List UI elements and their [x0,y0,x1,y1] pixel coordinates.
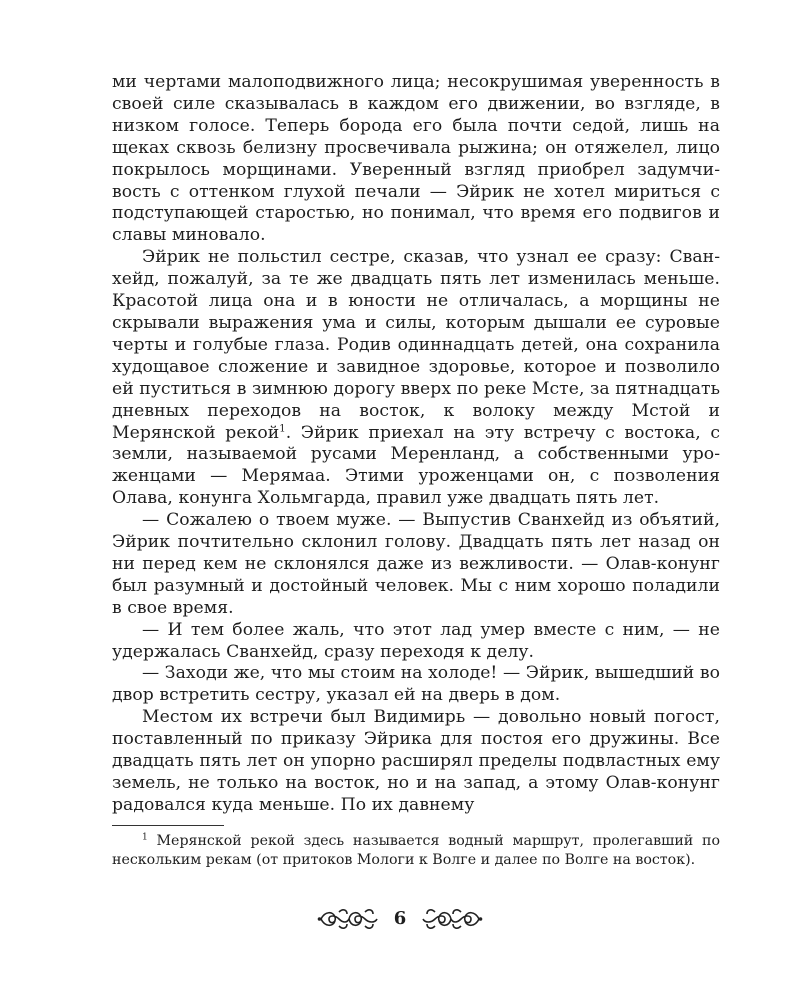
paragraph-3: — Сожалею о твоем муже. — Выпустив Сванхейд из объятий, Эйрик почтительно склонил голову. Двадцать пять лет назад он ни перед кем не склонялся даже из вежливости. — Олав-конунг был разумный и достойный человек. Мы с ним хорошо поладили в свое время. [112,510,720,618]
page-folio [0,906,800,932]
paragraph-2-text-b: . Эйрик приехал на эту встречу с востока, с земли, называемой русами Меренланд, а собственными уроженцами — Мерямаа. Этими уроженцами он, с позволения Олава, конунга Хольмгарда, правил уже двадцать пять лет. [112,422,720,509]
page-number: 6 [393,908,407,929]
footnote-text: Мерянской рекой здесь называется водный маршрут, пролегавший по нескольким рекам (от притоков Мологи к Волге и далее по Волге на восток). [112,833,721,869]
footnote-divider [112,825,224,826]
main-text [112,72,720,817]
paragraph-6: Местом их встречи был Видимирь — довольно новый погост, поставленный по приказу Эйрика для постоя его дружины. Все двадцать пять лет он упорно расширял пределы подвластных ему земель, не только на восток, но и на запад, а этому Олав-конунг радовался куда меньше. По их давнему [112,707,720,815]
paragraph-2 [112,247,720,510]
footnote-mark: 1 [142,832,148,843]
footnote [112,832,720,871]
page-body [112,72,720,817]
ornament-right-icon [419,906,483,932]
paragraph-2-text-a: Эйрик не польстил сестре, сказав, что узнал ее сразу: Сванхейд, пожалуй, за те же двадцать пять лет изменилась меньше. Красотой лица она и в юности не отличалась, а морщины не скрывали выражения ума и силы, которым дышали ее суровые черты и голубые глаза. Родив одиннадцать детей, она сохранила худощавое сложение и завидное здоровье, которое и позволило ей пуститься в зимнюю дорогу вверх по реке Мсте, за пятнадцать дневных переходов на восток, к волоку между Мстой и Мерянской рекой [112,247,720,443]
paragraph-1: ми чертами малоподвижного лица; несокрушимая уверенность в своей силе сказывалась в каждом его движении, во взгляде, в низком голосе. Теперь борода его была почти седой, лишь на щеках сквозь белизну просвечивала рыжина; он отяжелел, лицо покрылось морщинами. Уверенный взгляд приобрел задумчивость с оттенком глухой печали — Эйрик не хотел мириться с подступающей старостью, но понимал, что время его подвигов и славы миновало. [112,72,720,246]
footnote-reference[interactable]: 1 [279,422,286,434]
ornament-left-icon [317,906,381,932]
paragraph-5: — Заходи же, что мы стоим на холоде! — Эйрик, вышедший во двор встретить сестру, указал ей на дверь в дом. [112,663,720,706]
paragraph-4: — И тем более жаль, что этот лад умер вместе с ним, — не удержалась Сванхейд, сразу переходя к делу. [112,619,720,662]
